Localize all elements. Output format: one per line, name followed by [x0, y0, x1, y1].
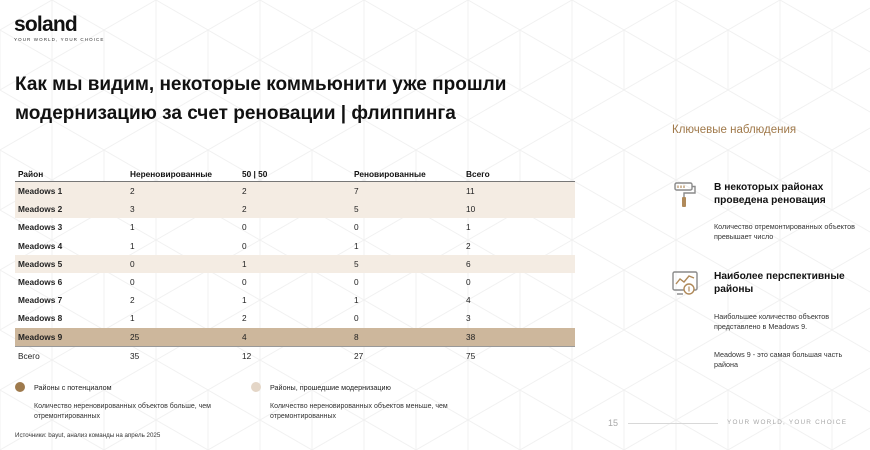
cell-renovated: 7 — [351, 182, 463, 201]
table-row — [15, 200, 575, 218]
cell-total: 0 — [466, 277, 471, 288]
table-row — [15, 273, 575, 291]
cell-renovated: 5 — [351, 255, 463, 273]
cell-renovated: 0 — [354, 222, 359, 233]
observation-desc-renovation: Количество отремонтированных объектов превышает число — [714, 222, 855, 241]
observations-heading: Ключевые наблюдения — [672, 124, 797, 136]
cell-total: 3 — [466, 313, 471, 324]
cell-total-half: 12 — [239, 346, 351, 365]
observation-desc-prospective: Наибольшее количество объектов представлено в Meadows 9. — [714, 312, 830, 331]
source-note: Источники: bayut, анализ команды на апрель 2025 — [15, 432, 161, 439]
cell-unrenovated: 3 — [127, 200, 239, 218]
cell-total: 1 — [466, 222, 471, 233]
cell-total: 6 — [463, 255, 575, 273]
cell-renovated: 0 — [354, 313, 359, 324]
cell-renovated: 0 — [354, 277, 359, 288]
cell-renovated: 5 — [351, 200, 463, 218]
cell-renovated: 1 — [354, 295, 359, 306]
legend-desc-modernized: Количество нереновированных объектов меньше, чем отремонтированных — [270, 403, 448, 420]
page-number: 15 — [608, 418, 619, 428]
legend-dot-modernized — [251, 382, 261, 392]
cell-district: Meadows 7 — [18, 295, 63, 306]
cell-total: 10 — [463, 200, 575, 218]
cell-total: 4 — [466, 295, 471, 306]
column-header-half: 50 | 50 — [239, 166, 351, 182]
footer-divider — [628, 423, 718, 424]
cell-unrenovated: 2 — [130, 295, 135, 306]
legend-label-modernized: Районы, прошедшие модернизацию — [270, 383, 391, 392]
column-header-renovated: Реновированные — [351, 166, 463, 182]
column-header-district: Район — [15, 166, 127, 182]
cell-district: Meadows 4 — [18, 240, 63, 251]
cell-district: Meadows 6 — [18, 277, 63, 288]
legend-desc-potential: Количество нереновированных объектов больше, чем отремонтированных — [34, 403, 211, 420]
cell-half: 0 — [242, 222, 247, 233]
legend-label-potential: Районы с потенциалом — [34, 383, 112, 392]
observation-desc-prospective-extra: Meadows 9 - это самая большая часть района — [714, 350, 843, 369]
cell-district: Meadows 8 — [18, 313, 63, 324]
cell-district: Meadows 5 — [15, 255, 127, 273]
column-header-unrenovated: Нереновированные — [127, 166, 239, 182]
observation-title-renovation: В некоторых районах проведена реновация — [714, 182, 826, 206]
cell-renovated: 8 — [351, 328, 463, 347]
cell-total-sum: 75 — [463, 346, 575, 365]
table-total-row — [15, 346, 575, 365]
brand-tagline: YOUR WORLD, YOUR CHOICE — [14, 37, 105, 42]
cell-unrenovated: 0 — [130, 277, 135, 288]
cell-half: 2 — [242, 313, 247, 324]
page-title: Как мы видим, некоторые коммьюнити уже прошли модернизацию за счет реновации | флиппинга — [15, 74, 507, 124]
table-row — [15, 291, 575, 309]
districts-table — [15, 166, 575, 365]
cell-district: Meadows 9 — [15, 328, 127, 347]
cell-half: 0 — [242, 277, 247, 288]
cell-district: Meadows 1 — [15, 182, 127, 201]
brand-name: soland — [14, 13, 77, 36]
table-row — [15, 255, 575, 273]
table-row — [15, 309, 575, 327]
table-row — [15, 218, 575, 236]
legend-dot-potential — [15, 382, 25, 392]
cell-total: 38 — [463, 328, 575, 347]
cell-total: 11 — [463, 182, 575, 201]
cell-unrenovated: 1 — [130, 240, 135, 251]
analytics-icon — [671, 269, 699, 297]
cell-unrenovated: 2 — [127, 182, 239, 201]
cell-half: 2 — [239, 200, 351, 218]
cell-half: 4 — [239, 328, 351, 347]
footer-tagline: YOUR WORLD, YOUR CHOICE — [727, 419, 848, 426]
cell-unrenovated: 25 — [127, 328, 239, 347]
table-header-row — [15, 166, 575, 182]
cell-district: Meadows 2 — [15, 200, 127, 218]
cell-total-label: Всего — [15, 346, 127, 365]
cell-half: 2 — [239, 182, 351, 201]
brand-logo — [14, 14, 104, 42]
cell-unrenovated: 0 — [127, 255, 239, 273]
cell-half: 1 — [239, 255, 351, 273]
cell-total-unrenovated: 35 — [127, 346, 239, 365]
cell-unrenovated: 1 — [130, 313, 135, 324]
column-header-total: Всего — [463, 166, 575, 182]
cell-unrenovated: 1 — [130, 222, 135, 233]
paint-roller-icon — [672, 181, 698, 209]
cell-half: 1 — [242, 295, 247, 306]
table-row — [15, 237, 575, 255]
cell-renovated: 1 — [354, 240, 359, 251]
cell-total-renovated: 27 — [351, 346, 463, 365]
cell-district: Meadows 3 — [18, 222, 63, 233]
cell-total: 2 — [466, 240, 471, 251]
table-row — [15, 182, 575, 201]
observation-title-prospective: Наиболее перспективные районы — [714, 271, 845, 295]
cell-half: 0 — [242, 240, 247, 251]
table-row — [15, 328, 575, 347]
